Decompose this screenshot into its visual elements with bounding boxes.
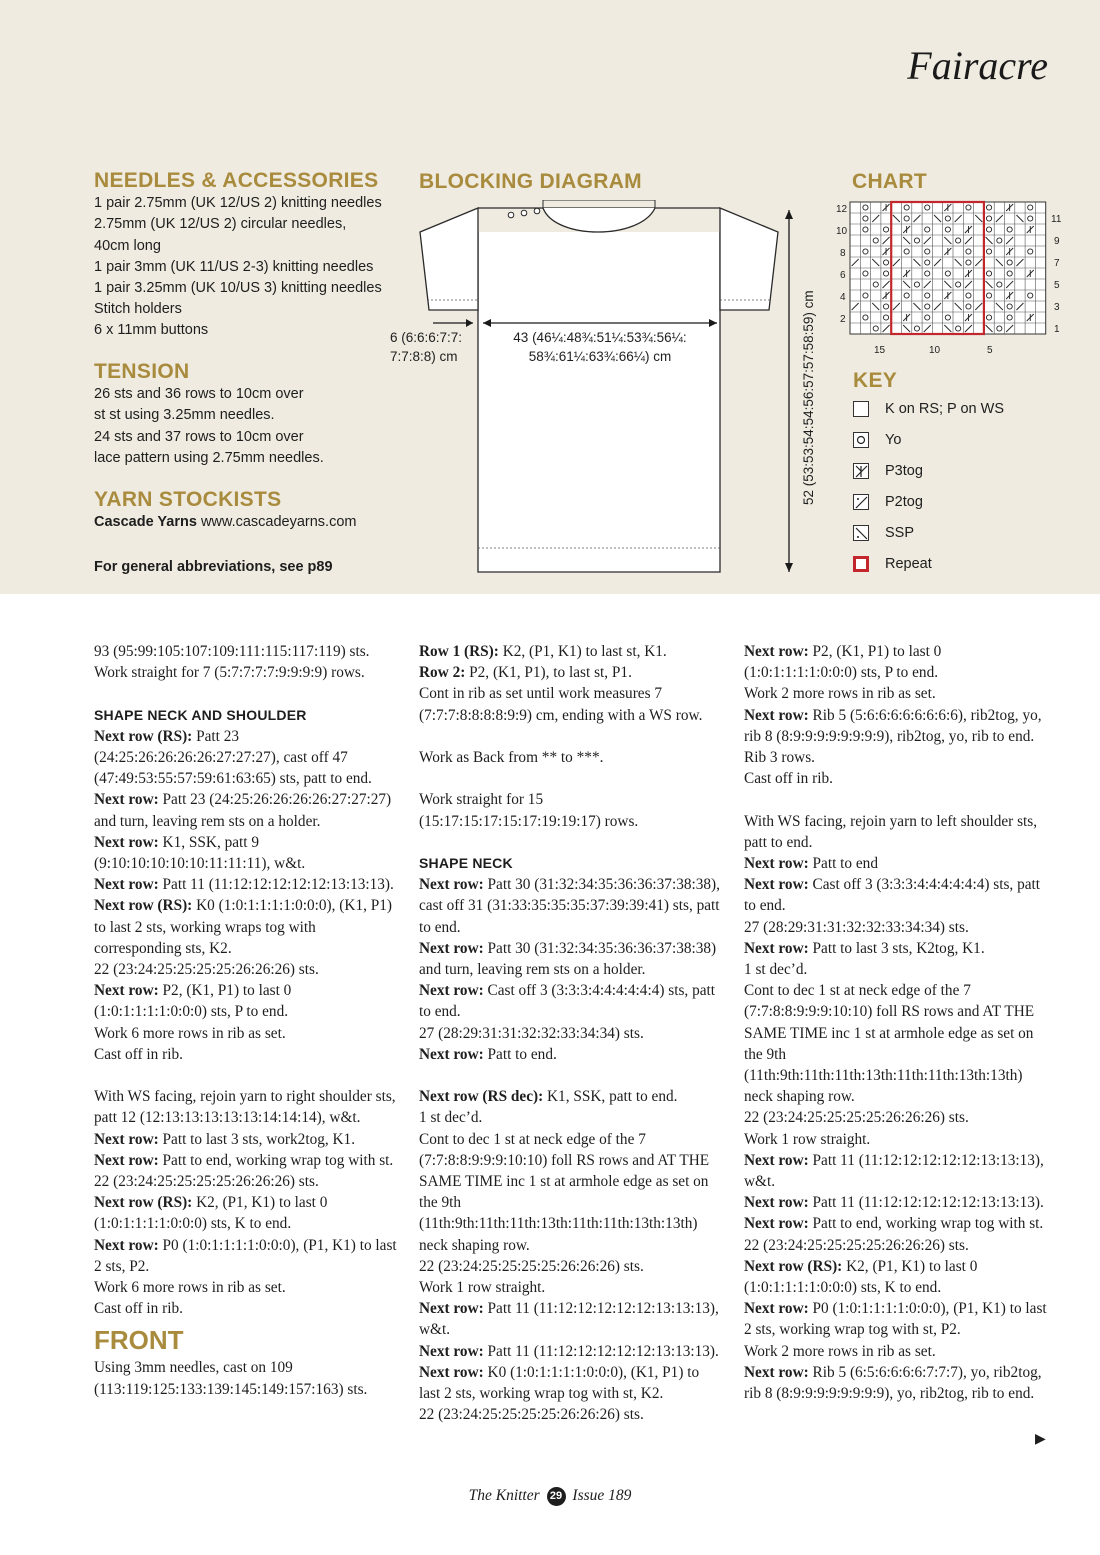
yarn-heading: YARN STOCKISTS (94, 488, 282, 511)
pattern-text: Work 2 more rows in rib as set. (744, 685, 936, 703)
sleeve-measure (390, 328, 462, 366)
chart-row-label: 12 (836, 204, 848, 215)
row-label: Next row: (94, 1151, 159, 1169)
needles-item: 1 pair 2.75mm (UK 12/US 2) knitting needles (94, 195, 382, 212)
pattern-text: Cont to dec 1 st at neck edge of the 7 (7:7:8:8:9:9:9:10:10) foll RS rows and AT THE SAME TIME inc 1 st at armhole edge as set on the 9th (11th:9th:11th:11th:13th:11th:11th:13th:13th) neck shaping row. (419, 1130, 710, 1254)
row-label: Next row: (94, 876, 159, 894)
key-label: Yo (885, 432, 902, 448)
pattern-text: Patt 23 (24:25:26:26:26:26:27:27:27) and turn, leaving rem sts on a holder. (94, 791, 392, 830)
chart-row-label: 6 (840, 270, 846, 281)
pattern-text: Cast off 3 (3:3:3:4:4:4:4:4:4) sts, patt to end. (744, 876, 1041, 915)
key-item (853, 401, 1004, 417)
chart-row-label: 1 (1054, 324, 1060, 335)
yo-symbol-icon (853, 432, 869, 448)
row-label: Next row (RS): (94, 897, 193, 915)
row-label: Next row: (94, 833, 159, 851)
pattern-text: K2, (P1, K1) to last 0 (1:0:1:1:1:1:0:0:0) sts, K to end. (94, 1194, 328, 1233)
pattern-text: Rib 3 rows. (744, 749, 815, 767)
continue-arrow-icon: ▶ (1035, 1430, 1046, 1446)
row-label: Next row: (744, 1300, 809, 1318)
row-label: Row 1 (RS): (419, 643, 499, 660)
pattern-text: Patt 30 (31:32:34:35:36:36:37:38:38), cast off 31 (31:33:35:35:35:37:39:39:41) sts, patt to end. (419, 876, 720, 936)
width-measure-line: 43 (46¼:48¾:51¼:53¾:56¼: (513, 330, 687, 345)
pattern-text: 22 (23:24:25:25:25:25:26:26:26) sts. (744, 1109, 969, 1127)
tension-line: 24 sts and 37 rows to 10cm over (94, 428, 304, 445)
row-label: Next row: (744, 1363, 809, 1381)
pattern-text: Rib 5 (5:6:6:6:6:6:6:6:6), rib2tog, yo, rib 8 (8:9:9:9:9:9:9:9:9), rib2tog, yo, rib to end. (744, 706, 1042, 745)
p2tog-symbol-icon (853, 494, 869, 510)
row-label: Next row: (744, 643, 809, 660)
row-label: Next row: (419, 1342, 484, 1360)
chart-row-label: 5 (1054, 280, 1060, 291)
needles-item: 6 x 11mm buttons (94, 322, 209, 339)
stitch-chart (820, 196, 1070, 356)
pattern-text: Patt 11 (11:12:12:12:12:12:13:13:13), w&t. (419, 1300, 719, 1339)
p3tog-symbol-icon (853, 463, 869, 479)
width-measure (485, 328, 715, 366)
pattern-text: 22 (23:24:25:25:25:25:26:26:26) sts. (744, 1236, 969, 1254)
pattern-text: Cast off in rib. (94, 1300, 183, 1318)
key-label: Repeat (885, 556, 932, 572)
pattern-text: P2, (K1, P1) to last 0 (1:0:1:1:1:1:0:0:0) sts, P to end. (94, 982, 292, 1021)
row-label: Next row: (744, 855, 809, 873)
pattern-text: Using 3mm needles, cast on 109 (113:119:125:133:139:145:149:157:163) sts. (94, 1359, 368, 1398)
yarn-section (94, 489, 394, 533)
row-label: Next row: (419, 1300, 484, 1318)
section-subheading: SHAPE NECK AND SHOULDER (94, 706, 307, 723)
pattern-text: Patt to last 3 sts, K2tog, K1. (808, 939, 985, 957)
pattern-text: K2, (P1, K1) to last st, K1. (498, 643, 667, 660)
key-item (853, 463, 923, 479)
pattern-text: With WS facing, rejoin yarn to left shoulder sts, patt to end. (744, 812, 1038, 851)
pattern-text: Patt to end, working wrap tog with st. (808, 1215, 1044, 1233)
row-label: Next row: (94, 1130, 159, 1148)
pattern-text: Work straight for 15 (15:17:15:17:15:17:19:19:17) rows. (419, 791, 639, 830)
pattern-text: K2, (P1, K1) to last 0 (1:0:1:1:1:1:0:0:0) sts, K to end. (744, 1257, 978, 1297)
pattern-text: Work as Back from ** to ***. (419, 749, 604, 766)
needles-heading: NEEDLES & ACCESSORIES (94, 169, 379, 192)
pattern-text: 1 st dec’d. (419, 1109, 483, 1127)
tension-line: 26 sts and 36 rows to 10cm over (94, 386, 304, 403)
page-footer (0, 1487, 1100, 1506)
row-label: Next row: (744, 1194, 809, 1212)
page-title: Fairacre (907, 43, 1048, 88)
pattern-column-2 (419, 641, 724, 1425)
chart-row-label: 9 (1054, 236, 1060, 247)
pattern-text: P0 (1:0:1:1:1:1:0:0:0), (P1, K1) to last 2 sts, P2. (94, 1236, 397, 1275)
key-item (853, 432, 901, 448)
pattern-text: Cont to dec 1 st at neck edge of the 7 (7:7:8:8:9:9:9:10:10) foll RS rows and AT THE SAME TIME inc 1 st at armhole edge as set on the 9th (11th:9th:11th:11th:13th:11th:11th:13th:13th) neck shaping row. (744, 982, 1035, 1106)
pattern-column-1 (94, 641, 399, 1400)
pattern-text: 27 (28:29:31:31:32:32:33:34:34) sts. (419, 1024, 644, 1042)
needles-item: 1 pair 3.25mm (UK 10/US 3) knitting needles (94, 280, 382, 297)
pattern-text: Work 6 more rows in rib as set. (94, 1024, 286, 1042)
chart-heading: CHART (852, 170, 927, 193)
row-label: Next row: (419, 939, 484, 957)
key-item (853, 525, 914, 541)
tension-heading: TENSION (94, 360, 190, 383)
key-label: P2tog (885, 494, 923, 510)
row-label: Next row: (419, 982, 484, 1000)
pattern-text: Work straight for 7 (5:7:7:7:7:9:9:9:9) rows. (94, 664, 365, 682)
needles-item: Stitch holders (94, 301, 182, 318)
row-label: Next row: (744, 1151, 809, 1169)
pattern-text: Patt to end. (483, 1045, 557, 1063)
magazine-name: The Knitter (468, 1487, 540, 1504)
row-label: Next row: (419, 1363, 484, 1381)
repeat-symbol-icon (853, 556, 869, 572)
row-label: Next row: (419, 876, 484, 894)
needles-item: 40cm long (94, 237, 161, 254)
yarn-url: www.cascadeyarns.com (200, 514, 357, 531)
pattern-text: Cont in rib as set until work measures 7 (7:7:7:8:8:8:8:9:9) cm, ending with a WS row. (419, 685, 703, 724)
chart-col-label: 15 (874, 345, 886, 356)
chart-row-label: 7 (1054, 258, 1060, 269)
pattern-text: 93 (95:99:105:107:109:111:115:117:119) sts. (94, 643, 370, 660)
row-label: Next row (RS dec): (419, 1088, 544, 1106)
pattern-text: Work 2 more rows in rib as set. (744, 1342, 936, 1360)
chart-row-label: 4 (840, 292, 846, 303)
pattern-text: K1, SSK, patt 9 (9:10:10:10:10:10:11:11:11), w&t. (94, 833, 306, 873)
pattern-text: Cast off 3 (3:3:3:4:4:4:4:4:4) sts, patt to end. (419, 982, 716, 1021)
pattern-column-3 (744, 641, 1049, 1404)
chart-row-label: 3 (1054, 302, 1060, 313)
row-label: Row 2: (419, 664, 466, 682)
pattern-text: Patt 11 (11:12:12:12:12:12:13:13:13). (158, 876, 394, 894)
pattern-text: K1, SSK, patt to end. (543, 1088, 678, 1106)
key-label: SSP (885, 525, 915, 541)
key-item (853, 556, 932, 572)
needles-section (94, 170, 394, 342)
pattern-text: 22 (23:24:25:25:25:25:26:26:26) sts. (419, 1257, 644, 1275)
pattern-text: Patt 11 (11:12:12:12:12:12:13:13:13). (483, 1342, 719, 1360)
pattern-text: Patt to last 3 sts, work2tog, K1. (158, 1130, 356, 1148)
front-heading: FRONT (94, 1325, 184, 1356)
pattern-text: Work 1 row straight. (419, 1279, 546, 1297)
row-label: Next row: (94, 791, 159, 809)
chart-row-label: 2 (840, 314, 846, 325)
key-label: P3tog (885, 463, 923, 479)
chart-row-label: 11 (1051, 214, 1062, 225)
pattern-text: 22 (23:24:25:25:25:25:26:26:26) sts. (94, 961, 319, 979)
blocking-heading: BLOCKING DIAGRAM (419, 170, 642, 193)
pattern-text: P0 (1:0:1:1:1:1:0:0:0), (P1, K1) to last 2 sts, working wrap tog with st, P2. (744, 1300, 1047, 1339)
row-label: Next row (RS): (94, 1194, 193, 1212)
pattern-text: Patt to end (808, 855, 878, 873)
needles-item: 1 pair 3mm (UK 11/US 2-3) knitting needles (94, 258, 374, 275)
sleeve-measure-line: 6 (6:6:6:7:7: (390, 330, 463, 345)
row-label: Next row: (744, 876, 809, 894)
pattern-text: Patt to end, working wrap tog with st. (158, 1151, 394, 1169)
row-label: Next row (RS): (94, 727, 193, 745)
row-label: Next row: (94, 1236, 159, 1254)
tension-line: lace pattern using 2.75mm needles. (94, 449, 324, 466)
pattern-text: 22 (23:24:25:25:25:25:26:26:26) sts. (419, 1406, 644, 1424)
ssp-symbol-icon (853, 525, 869, 541)
pattern-text: Work 6 more rows in rib as set. (94, 1279, 286, 1297)
row-label: Next row: (744, 939, 809, 957)
abbreviations-note: For general abbreviations, see p89 (94, 559, 333, 575)
pattern-text: K0 (1:0:1:1:1:1:0:0:0), (K1, P1) to last 2 sts, working wrap tog with st, K2. (419, 1363, 700, 1403)
pattern-text: Rib 5 (6:5:6:6:6:6:7:7:7), yo, rib2tog, rib 8 (8:9:9:9:9:9:9:9:9), yo, rib2tog, rib to end. (744, 1363, 1042, 1403)
yarn-brand: Cascade Yarns (94, 514, 197, 531)
pattern-text: Work 1 row straight. (744, 1130, 871, 1148)
needles-item: 2.75mm (UK 12/US 2) circular needles, (94, 216, 347, 233)
blocking-diagram (415, 200, 815, 580)
pattern-text: Cast off in rib. (744, 770, 833, 788)
pattern-text: Patt 11 (11:12:12:12:12:12:13:13:13), w&t. (744, 1151, 1044, 1191)
row-label: Next row: (744, 706, 809, 724)
pattern-text: Patt 23 (24:25:26:26:26:26:27:27:27), cast off 47 (47:49:53:55:57:59:61:63:65) sts, patt to end. (94, 727, 372, 788)
key-item (853, 494, 923, 510)
chart-col-label: 5 (987, 345, 993, 356)
row-label: Next row: (744, 1215, 809, 1233)
pattern-text: Cast off in rib. (94, 1045, 183, 1063)
section-subheading: SHAPE NECK (419, 854, 513, 871)
pattern-text: P2, (K1, P1), to last st, P1. (465, 664, 632, 682)
row-label: Next row (RS): (744, 1257, 843, 1275)
key-label: K on RS; P on WS (885, 401, 1005, 417)
pattern-text: P2, (K1, P1) to last 0 (1:0:1:1:1:1:0:0:0) sts, P to end. (744, 643, 942, 682)
issue-number: Issue 189 (572, 1487, 632, 1504)
chart-row-label: 8 (840, 248, 846, 259)
pattern-text: 22 (23:24:25:25:25:25:26:26:26) sts. (94, 1173, 319, 1191)
page-number: 29 (547, 1487, 566, 1506)
pattern-text: With WS facing, rejoin yarn to right shoulder sts, patt 12 (12:13:13:13:13:13:14:14:14), w&t. (94, 1088, 396, 1127)
row-label: Next row: (419, 1045, 484, 1063)
chart-row-label: 10 (836, 226, 848, 237)
chart-col-label: 10 (929, 345, 941, 356)
tension-section (94, 361, 394, 469)
tension-line: st st using 3.25mm needles. (94, 407, 275, 424)
length-measure: 52 (53:53:54:54:56:57:57:58:59) cm (801, 290, 816, 505)
pattern-text: 27 (28:29:31:31:32:32:33:34:34) sts. (744, 918, 969, 936)
pattern-text: Patt 30 (31:32:34:35:36:36:37:38:38) and turn, leaving rem sts on a holder. (419, 939, 717, 978)
key-heading: KEY (853, 369, 898, 392)
pattern-text: Patt 11 (11:12:12:12:12:12:13:13:13). (808, 1194, 1044, 1212)
knit-symbol-icon (853, 401, 869, 417)
row-label: Next row: (94, 982, 159, 1000)
pattern-text: K0 (1:0:1:1:1:1:0:0:0), (K1, P1) to last 2 sts, working wraps tog with corresponding sts, K2. (94, 897, 392, 957)
sleeve-measure-line: 7:7:8:8) cm (390, 349, 458, 364)
pattern-text: 1 st dec’d. (744, 961, 808, 979)
width-measure-line: 58¾:61¼:63¾:66¼) cm (528, 349, 672, 364)
